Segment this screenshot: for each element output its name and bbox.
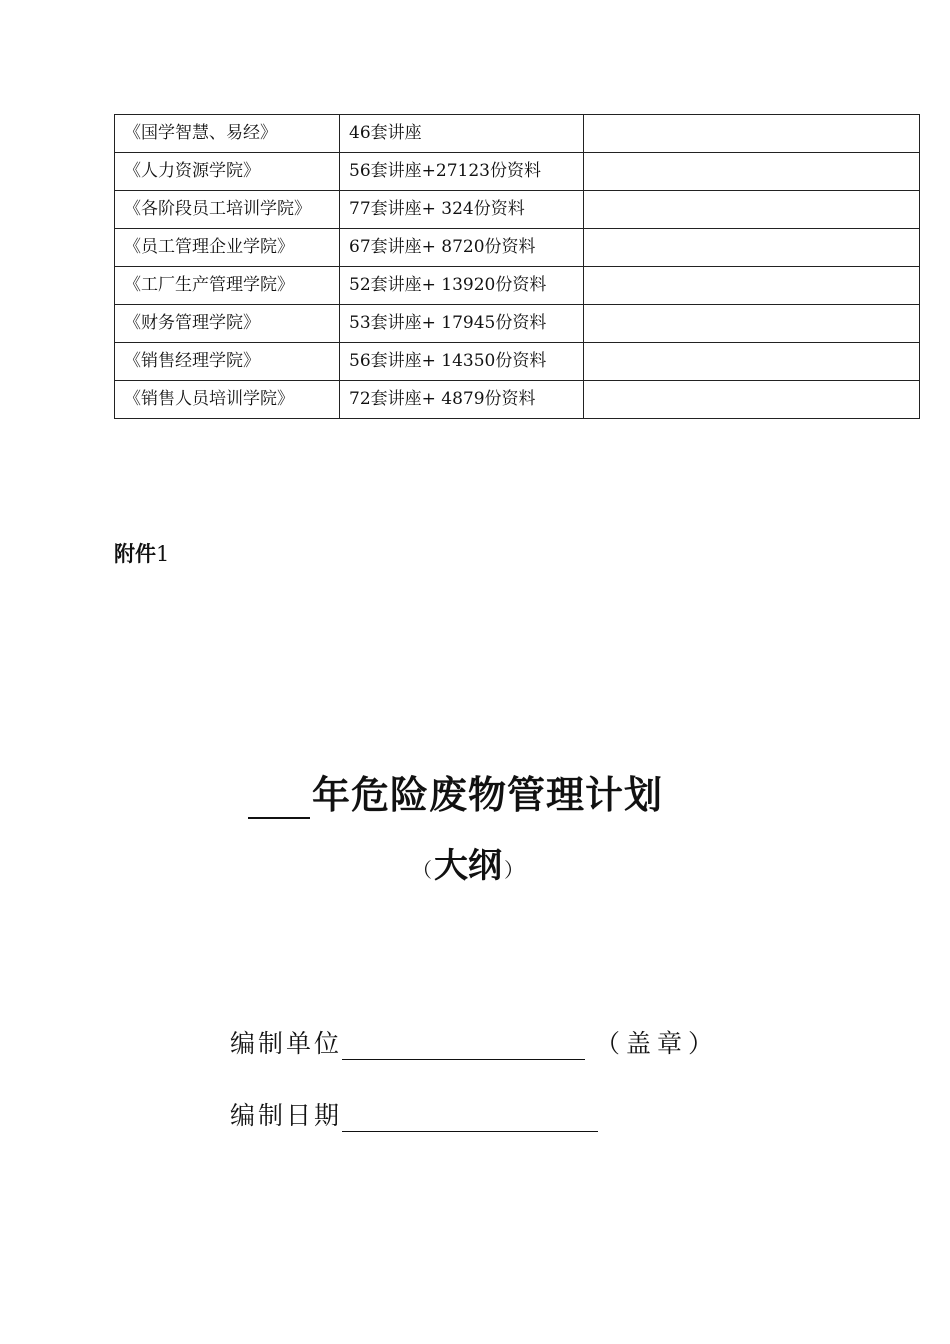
subtitle-text: 大纲 xyxy=(434,846,502,886)
course-name-cell: 《销售人员培训学院》 xyxy=(115,381,340,419)
compiling-date-blank xyxy=(342,1101,598,1132)
course-content-cell: 53套讲座+ 17945份资料 xyxy=(340,305,584,343)
table-row xyxy=(115,381,920,419)
course-name-cell: 《员工管理企业学院》 xyxy=(115,229,340,267)
document-title-text: 年危险废物管理计划 xyxy=(312,772,664,817)
compiling-unit-row xyxy=(230,1024,719,1060)
document-subtitle xyxy=(412,838,524,887)
attachment-label: 附件 xyxy=(114,542,156,566)
table-row xyxy=(115,191,920,229)
compiling-date-label: 编制日期 xyxy=(230,1101,343,1130)
table-row xyxy=(115,343,920,381)
table-row xyxy=(115,305,920,343)
compiling-date-row xyxy=(230,1096,598,1132)
subtitle-close-paren: ） xyxy=(504,858,524,882)
compiling-unit-label: 编制单位 xyxy=(230,1029,343,1058)
course-content-cell: 77套讲座+ 324份资料 xyxy=(340,191,584,229)
course-name-cell: 《国学智慧、易经》 xyxy=(115,115,340,153)
year-blank-line xyxy=(248,777,310,819)
attachment-number: 1 xyxy=(156,542,170,566)
subtitle-open-paren: （ xyxy=(412,858,432,882)
attachment-heading xyxy=(114,538,169,568)
compiling-unit-blank xyxy=(342,1029,585,1060)
seal-label: （盖章） xyxy=(595,1029,720,1058)
course-note-cell xyxy=(584,191,920,229)
course-name-cell: 《财务管理学院》 xyxy=(115,305,340,343)
course-note-cell xyxy=(584,115,920,153)
document-title xyxy=(248,764,663,819)
course-note-cell xyxy=(584,305,920,343)
table-row xyxy=(115,229,920,267)
course-note-cell xyxy=(584,267,920,305)
course-catalog-table xyxy=(114,114,920,419)
table-row xyxy=(115,115,920,153)
table-row xyxy=(115,153,920,191)
course-content-cell: 56套讲座+ 14350份资料 xyxy=(340,343,584,381)
course-note-cell xyxy=(584,229,920,267)
course-name-cell: 《工厂生产管理学院》 xyxy=(115,267,340,305)
course-content-cell: 46套讲座 xyxy=(340,115,584,153)
course-name-cell: 《销售经理学院》 xyxy=(115,343,340,381)
course-note-cell xyxy=(584,153,920,191)
course-name-cell: 《人力资源学院》 xyxy=(115,153,340,191)
course-note-cell xyxy=(584,381,920,419)
course-content-cell: 67套讲座+ 8720份资料 xyxy=(340,229,584,267)
course-content-cell: 56套讲座+27123份资料 xyxy=(340,153,584,191)
table-row xyxy=(115,267,920,305)
course-content-cell: 52套讲座+ 13920份资料 xyxy=(340,267,584,305)
course-content-cell: 72套讲座+ 4879份资料 xyxy=(340,381,584,419)
course-note-cell xyxy=(584,343,920,381)
course-name-cell: 《各阶段员工培训学院》 xyxy=(115,191,340,229)
